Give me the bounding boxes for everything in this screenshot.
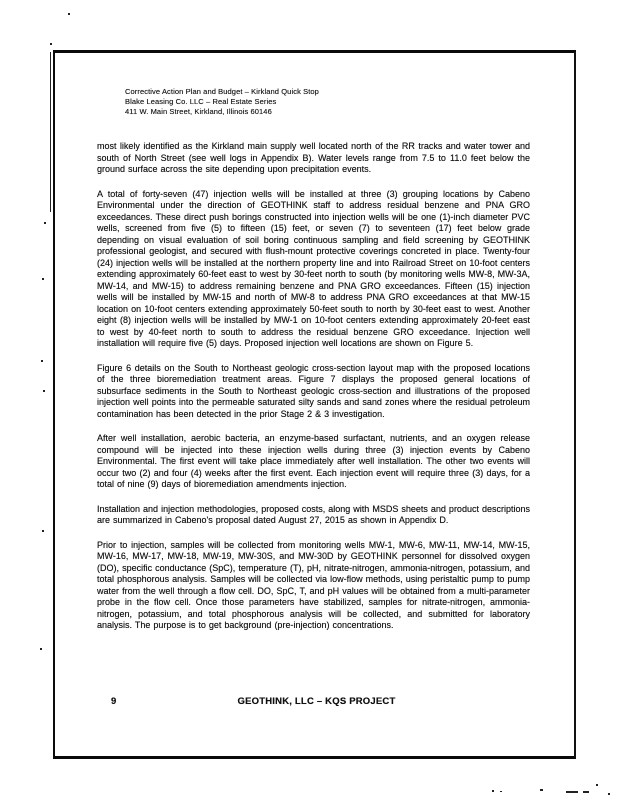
page-border-frame (53, 50, 576, 759)
scan-artifact (540, 789, 543, 791)
header-line-address: 411 W. Main Street, Kirkland, Illinois 60146 (125, 107, 272, 116)
page-number: 9 (111, 696, 117, 707)
scan-artifact (492, 790, 494, 792)
scan-artifact (42, 530, 44, 532)
page-footer (55, 696, 578, 710)
scan-artifact (583, 791, 589, 793)
header-line-company: Blake Leasing Co. LLC – Real Estate Series (125, 97, 277, 106)
project-footer-label: GEOTHINK, LLC – KQS PROJECT (237, 696, 396, 707)
paragraph-figures: Figure 6 details on the South to Northeast geologic cross-section layout map with the proposed locations of the three bioremediation treatment areas. Figure 7 displays the proposed general locations of subsurface sediments in the South to Northeast geologic cross-section and illustrations of the proposed injection well points into the permeable saturated silty sands and sand zones where the residual petroleum contamination has been detected in the prior Stage 2 & 3 investigation. (97, 362, 530, 419)
scan-edge-line (50, 52, 51, 212)
scan-artifact (608, 793, 610, 795)
paragraph-sampling: Prior to injection, samples will be collected from monitoring wells MW-1, MW-6, MW-11, MW-14, MW-15, MW-16, MW-17, MW-18, MW-19, MW-30S, and MW-30D by GEOTHINK personnel for dissolved oxygen (DO), specific conductance (SpC), temperature (T), pH, nitrate-nitrogen, ammonia-nitrogen, potassium, and total phosphorous analysis. Samples will be collected via low-flow methods, using peristaltic pump to pump water from the well through a flow cell. DO, SpC, T, and pH values will be obtained from a multi-parameter probe in the flow cell. Once those parameters have stabilized, samples for nitrate-nitrogen, ammonia-nitrogen, potassium, and total phosphorous analysis will be collected, and submitted for laboratory analysis. The purpose is to get background (pre-injection) concentrations. (97, 539, 530, 630)
header-line-title: Corrective Action Plan and Budget – Kirkland Quick Stop (125, 87, 319, 96)
scan-artifact (68, 13, 70, 15)
scan-artifact (50, 43, 52, 45)
scan-artifact (566, 791, 578, 793)
paragraph-methodologies: Installation and injection methodologies, proposed costs, along with MSDS sheets and product descriptions are summarized in Cabeno's proposal dated August 27, 2015 as shown in Appendix D. (97, 503, 530, 525)
body-text-column (97, 141, 530, 645)
scan-artifact (40, 648, 42, 650)
scan-artifact (43, 390, 45, 392)
scan-artifact (41, 360, 43, 362)
scan-artifact (42, 278, 44, 280)
scan-artifact (44, 222, 46, 224)
scan-artifact (500, 791, 502, 792)
scan-artifact (596, 784, 598, 786)
paragraph-injection-events: After well installation, aerobic bacteria, an enzyme-based surfactant, nutrients, and an oxygen release compound will be injected into these injection wells during three (3) injection events by Cabeno Environmental. The first event will take place immediately after well installation. The other two events will occur two (2) and four (4) weeks after the first event. Each injection event will require three (3) days, for a total of nine (9) days of bioremediation amendments injection. (97, 433, 530, 489)
document-header (125, 87, 425, 117)
paragraph-injection-wells: A total of forty-seven (47) injection wells will be installed at three (3) grouping locations by Cabeno Environmental under the direction of GEOTHINK staff to address residual benzene and PNA GRO exceedances. These direct push borings constructed into injection wells will be one (1)-inch diameter PVC wells, screened from five (5) to fifteen (15) feet, or seven (7) to seventeen (17) feet below grade depending on visual evaluation of soil boring continuous sampling and field screening by GEOTHINK professional geologist, and secured with flush-mount protective coverings concreted in place. Twenty-four (24) injection wells will be installed at the northern property line and into Railroad Street on 10-foot centers extending approximately 60-feet east to west by 30-feet north to south (by monitoring wells MW-8, MW-3A, MW-14, and MW-15) to address remaining benzene and PNA GRO exceedances. Fifteen (15) injection wells will be installed by MW-15 and north of MW-8 to address PNA GRO exceedances at that MW-15 location on 10-foot centers extending approximately 50-feet south to north by 30-feet east to west. Another eight (8) injection wells will be installed by MW-1 on 10-foot centers extending approximately 20-feet east to west by 40-feet north to south to address the residual benzene GRO exceedance. Injection well installation will require five (5) days. Proposed injection well locations are shown on Figure 5. (97, 188, 530, 348)
paragraph-water-levels: most likely identified as the Kirkland main supply well located north of the RR tracks and water tower and south of North Street (see well logs in Appendix B). Water levels range from 7.5 to 11.0 feet below the ground surface across the site depending upon precipitation events. (97, 141, 530, 174)
